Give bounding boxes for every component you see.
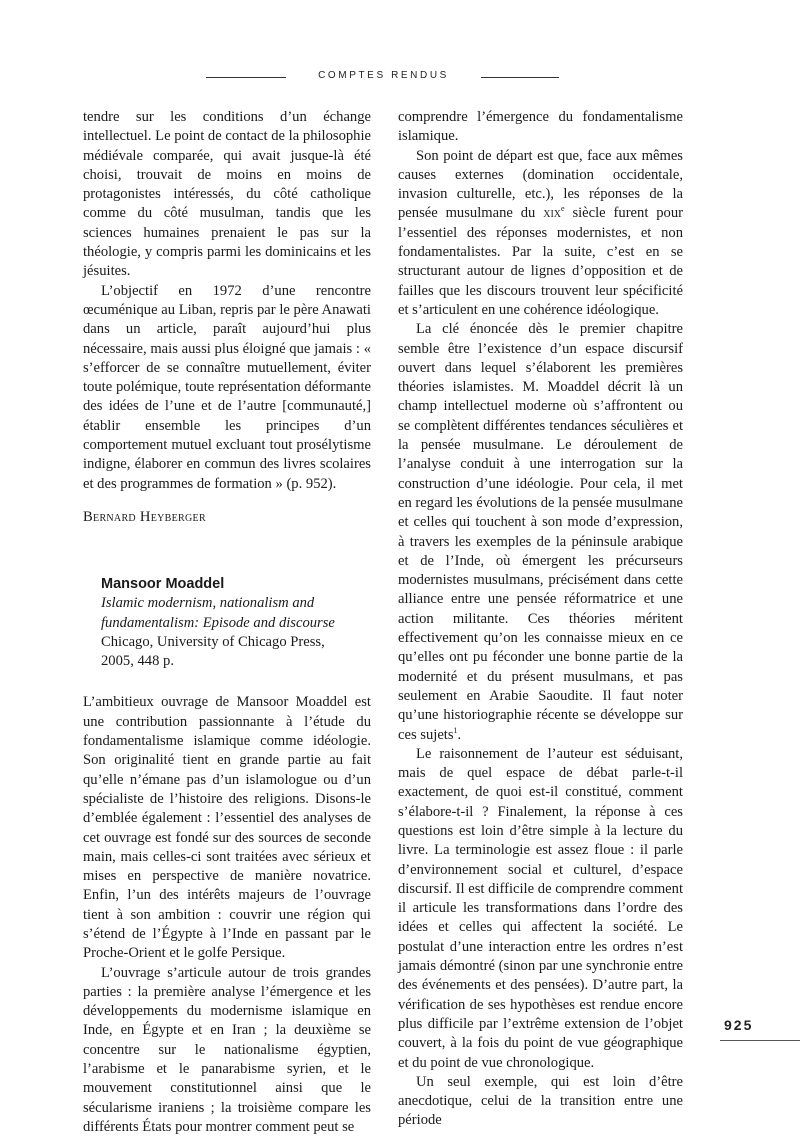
right-paragraph-3-text-b: . [457, 726, 462, 743]
book-title-line-1: Islamic modernism, nationalism and [101, 595, 315, 612]
review-body [83, 693, 371, 1137]
left-paragraph-3: L’ambitieux ouvrage de Mansoor Moaddel est une contribution passionnante à l’étude du fondamentalisme islamique comme idéologie. Son originalité tient en grande partie au fait qu’elle n’émane pas d’un islamologue ou d’un spécialiste de l’histoire des religions. Disons-le d’emblée également : l’essentiel des analyses de cet ouvrage est fondé sur des sources de seconde main, mais celles-ci sont traitées avec sérieux et mises en perspective de manière novatrice. Enfin, l’un des intérêts majeurs de l’ouvrage tient à son ambition : couvrir une région qui s’étend de l’Égypte à l’Inde en passant par le Proche-Orient et le golfe Persique. [83, 694, 371, 962]
header-rule-left [206, 77, 286, 78]
century-superscript: e [561, 204, 565, 214]
book-title-line-2: fundamentalism: Episode and discourse [101, 614, 335, 631]
right-paragraph-4: Le raisonnement de l’auteur est séduisant, mais de quel espace de débat parle-t-il exactement, de quoi est-il constitué, comment s’élabore-t-il ? Finalement, la réponse à ces questions est loin d’être simple à la lecture du livre. La terminologie est assez floue : il parle d’environnement social et culturel, d’espace discursif. Il est difficile de comprendre comment il articule les transformations dans l’ordre des idées et celles qui affectent la société. Le postulat d’une interaction entre les ordres n’est jamais démontré (sinon par une synchronie entre des événements et des pensées). D’autre part, la vérification de ses hypothèses est rendue encore plus difficile par l’extrême extension de l’objet couvert, à la fois du point de vue géographique et du point de vue chronologique. [398, 745, 683, 1071]
review-signature: Bernard Heyberger [83, 508, 206, 525]
right-paragraph-2-text-b: siècle furent pour l’essentiel des réponses modernistes, et non fondamentalistes. Par la suite, c’est en se structurant autour de lignes d’opposition et de failles que les discours trouvent leur spécificité et s’articulent en une cohérence idéologique. [398, 205, 684, 318]
review-heading [101, 575, 371, 671]
running-header [0, 70, 800, 84]
right-column [398, 108, 683, 1131]
right-paragraph-5: Un seul exemple, qui est loin d’être anecdotique, celui de la transition entre une période [398, 1073, 683, 1129]
review-author: Mansoor Moaddel [101, 576, 225, 593]
right-paragraph-3-text-a: La clé énoncée dès le premier chapitre semble être l’existence d’un espace discursif ouvert dans lequel s’élaborent les premières théories islamistes. M. Moaddel décrit là un champ intellectuel moderne où s’affrontent ou se complètent différentes tendances séculières et la pensée musulmane. Le déroulement de l’analyse conduit à une interrogation sur la construction d’une idéologie. Pour cela, il met en regard les évolutions de la pensée musulmane et celles qui touchent à son mode d’expression, à travers les exemples de la péninsule arabique et de l’Inde, où émergent les précurseurs modernistes musulmans, précisément dans cette alliance entre une pensée réformatrice et une action militante. Ces théories méritent effectivement qu’on les connaisse mieux en ce qu’elles ont pu féconder une bonne partie de la modernité et du présent musulmans, et pas seulement en Arabie Saoudite. Il faut noter qu’une historiographie récente se développe sur ces sujets [398, 321, 683, 743]
century-numeral: xix [543, 205, 561, 222]
left-paragraph-1: tendre sur les conditions d’un échange intellectuel. Le point de contact de la philosophie médiévale comparée, qui avait jusque-là été choisi, trouvait de moins en moins de protagonistes intéressés, du côté catholique comme du côté musulman, tandis que les sciences humaines prenaient le pas sur la théologie, y compris parmi les dominicains et les jésuites. [83, 109, 371, 280]
footnote-marker[interactable]: 1 [453, 725, 458, 735]
publisher-line-1: Chicago, University of Chicago Press, [101, 633, 325, 650]
page-number-rule [720, 1040, 800, 1041]
left-paragraph-2: L’objectif en 1972 d’une rencontre œcuménique au Liban, repris par le père Anawati dans un article, paraît aujourd’hui plus nécessaire, mais aussi plus éloigné que jamais : « s’efforcer de se connaître mutuellement, éviter toute polémique, toute représentation déformante des idées de l’une et de l’autre [communauté,] établir ensemble les principes d’un comportement mutuel excluant tout prosélytisme indigne, élaborer en commun des livres scolaires et des programmes de formation » (p. 952). [83, 282, 371, 492]
left-paragraph-4: L’ouvrage s’articule autour de trois grandes parties : la première analyse l’émergence et les développements du modernisme islamique en Inde, en Égypte et en Iran ; la deuxième se concentre sur le nationalisme égyptien, l’arabisme et le panarabisme syrien, et le mouvement constitutionnel ainsi que le sécularisme iraniens ; la troisième compare les différents États pour montrer comment peut se [83, 964, 371, 1135]
header-rule-right [481, 77, 559, 78]
right-paragraph-3 [398, 320, 683, 745]
running-title: COMPTES RENDUS [318, 70, 449, 81]
right-paragraph-2-text-a: Son point de départ est que, face aux mêmes causes externes (domination occidentale, invasion culturelle, etc.), les réponses de la pensée musulmane du [398, 147, 683, 222]
right-paragraph-1: comprendre l’émergence du fondamentalisme islamique. [398, 109, 683, 145]
left-column [83, 108, 371, 1137]
page-number: 925 [724, 1017, 754, 1033]
right-paragraph-2 [398, 147, 683, 321]
publisher-line-2: 2005, 448 p. [101, 653, 174, 670]
